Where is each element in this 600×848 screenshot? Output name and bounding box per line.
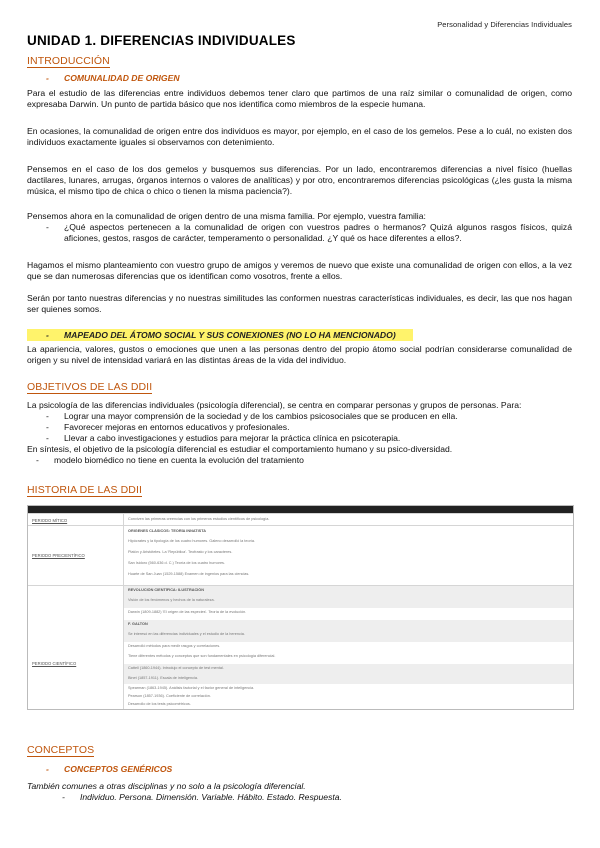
bullet-objetivo-1: - Lograr una mayor comprensión de la sociedad y de los cambios psicosociales que se producen en ella. bbox=[44, 411, 572, 422]
table-cell: Hipócrates y la tipología de los cuatro humores. Galeno desarrolló la teoría. bbox=[128, 539, 256, 543]
table-cell: ORIGENES CLÁSICOS: TEORÍA INNATISTA bbox=[128, 529, 206, 533]
paragraph-intro-6: Serán por tanto nuestras diferencias y no nuestras similitudes las conformen nuestras características individuales, es decir, las que nos hagan ser quienes somos. bbox=[27, 293, 572, 314]
paragraph-intro-7: La apariencia, valores, gustos o emociones que unen a las personas dentro del propio átomo social podrían considerarse comunalidad de origen y su nivel de intensidad variará en las distintas áreas de la vida del individuo. bbox=[27, 344, 572, 365]
table-row bbox=[28, 585, 573, 709]
section-heading-introduccion: INTRODUCCIÓN bbox=[27, 55, 110, 67]
table-cell: San Isidoro (560-636 d. C.) Teoría de los cuatro humores. bbox=[128, 561, 226, 565]
period-label: PERIODO CIENTÍFICO bbox=[32, 661, 77, 666]
table-cell: F. GALTON bbox=[128, 622, 148, 626]
table-header-bar bbox=[28, 506, 573, 513]
table-cell: Visión de los fenómenos y hechos de la naturaleza. bbox=[128, 598, 215, 602]
bullet-intro-1: - ¿Qué aspectos pertenecen a la comunalidad de origen con vuestros padres o hermanos? Quizá algunos rasgos físicos, quizá aficiones, gestos, rasgos de carácter, temperamento o personalidad. ¿Y qué os hace diferentes a ellos?. bbox=[44, 222, 572, 244]
table-cell: Spearman (1863-1945). Análisis factorial y el factor general de inteligencia. bbox=[128, 686, 255, 690]
paragraph-intro-5: Hagamos el mismo planteamiento con vuestro grupo de amigos y veremos de nuevo que existe una comunalidad de origen con ellos, a la vez que se dan numerosas diferencias que os identifican como vosotros, frente a ellos. bbox=[27, 260, 572, 281]
document-title: UNIDAD 1. DIFERENCIAS INDIVIDUALES bbox=[27, 33, 296, 48]
heading-underline bbox=[27, 67, 110, 68]
subheading-conceptos-genericos: - CONCEPTOS GENÉRICOS bbox=[46, 764, 173, 774]
paragraph-objetivos-1: La psicología de las diferencias individuales (psicología diferencial), se centra en comparar personas y grupos de personas. Para: bbox=[27, 400, 522, 410]
period-label: PERIODO MÍTICO bbox=[32, 518, 68, 523]
paragraph-objetivos-2: En síntesis, el objetivo de la psicología diferencial es estudiar el comportamiento humano y su psico-diversidad. bbox=[27, 444, 453, 454]
table-cell: Cattell (1860-1944). Introdujo el concepto de test mental. bbox=[128, 666, 224, 670]
table-cell: REVOLUCIÓN CIENTÍFICA: ILUSTRACIÓN bbox=[128, 588, 204, 592]
bullet-conceptos-1: - Individuo. Persona. Dimensión. Variable. Hábito. Estado. Respuesta. bbox=[60, 792, 588, 803]
subheading-comunalidad: - COMUNALIDAD DE ORIGEN bbox=[46, 73, 180, 83]
running-header: Personalidad y Diferencias Individuales bbox=[437, 20, 572, 29]
bullet-objetivo-3: - Llevar a cabo investigaciones y estudios para mejorar la práctica clínica en psicoterapia. bbox=[44, 433, 572, 444]
paragraph-conceptos-1: También comunes a otras disciplinas y no solo a la psicología diferencial. bbox=[27, 781, 306, 791]
bullet-modelo-biomedico: - modelo biomédico no tiene en cuenta la evolución del tratamiento bbox=[34, 455, 562, 466]
table-cell: Binet (1857-1911). Escala de inteligencia. bbox=[128, 676, 199, 680]
table-cell: Tiene diferentes métodos y conceptos que son fundamentales en psicología diferencial. bbox=[128, 654, 276, 658]
section-heading-objetivos: OBJETIVOS DE LAS DDII bbox=[27, 381, 153, 393]
section-heading-conceptos: CONCEPTOS bbox=[27, 744, 95, 756]
historia-table bbox=[27, 505, 574, 710]
paragraph-intro-4: Pensemos ahora en la comunalidad de origen dentro de una misma familia. Por ejemplo, vuestra familia: bbox=[27, 211, 426, 221]
table-cell: Conviven las primeras creencias con los primeros estudios científicos de psicología. bbox=[128, 517, 270, 521]
table-cell: Darwin (1809-1882) 'El origen de las especies'. Teoría de la evolución. bbox=[128, 610, 247, 614]
table-row bbox=[28, 525, 573, 586]
period-label: PERIODO PRECIENTÍFICO bbox=[32, 553, 85, 558]
table-cell: Se interesó en las diferencias individuales y el estudio de la herencia. bbox=[128, 632, 245, 636]
table-cell: Pearson (1857-1936). Coeficiente de correlación. bbox=[128, 694, 211, 698]
paragraph-intro-1: Para el estudio de las diferencias entre individuos debemos tener claro que partimos de una raíz similar o comunalidad de origen, como expresaba Darwin. Un punto de partida básico que nos identifica como miembros de la especie humana. bbox=[27, 88, 572, 109]
bullet-objetivo-2: - Favorecer mejoras en entornos educativos y profesionales. bbox=[44, 422, 572, 433]
table-cell: Huarte de San Juan (1529-1588) Examen de ingenios para las ciencias. bbox=[128, 572, 250, 576]
heading-underline bbox=[27, 496, 142, 497]
section-heading-historia: HISTORIA DE LAS DDII bbox=[27, 484, 143, 496]
table-cell: Platón y Aristóteles. La 'República'. Teofrasto y los caracteres. bbox=[128, 550, 233, 554]
table-cell: Desarrolló métodos para medir rasgos y correlaciones. bbox=[128, 644, 221, 648]
paragraph-intro-2: En ocasiones, la comunalidad de origen entre dos individuos es mayor, por ejemplo, en el caso de los gemelos. Pese a lo cuál, no existen dos individuos exactamente iguales si observamos con detenimiento. bbox=[27, 126, 572, 147]
subheading-mapeado: - MAPEADO DEL ÁTOMO SOCIAL Y SUS CONEXIONES (NO LO HA MENCIONADO) bbox=[46, 330, 396, 340]
paragraph-intro-3: Pensemos en el caso de los dos gemelos y busquemos sus diferencias. Por un lado, encontraremos diferencias a nivel físico (huellas dactilares, lunares, arrugas, órganos internos o valores de analíticas) y por otro, encontraremos diferencias psicológicas (¿les gusta la misma música, el mismo tipo de chica o chico o tienen la misma paciencia?). bbox=[27, 164, 572, 196]
heading-underline bbox=[27, 756, 94, 757]
heading-underline bbox=[27, 393, 152, 394]
table-cell: Desarrollo de los tests psicométricos. bbox=[128, 702, 191, 706]
